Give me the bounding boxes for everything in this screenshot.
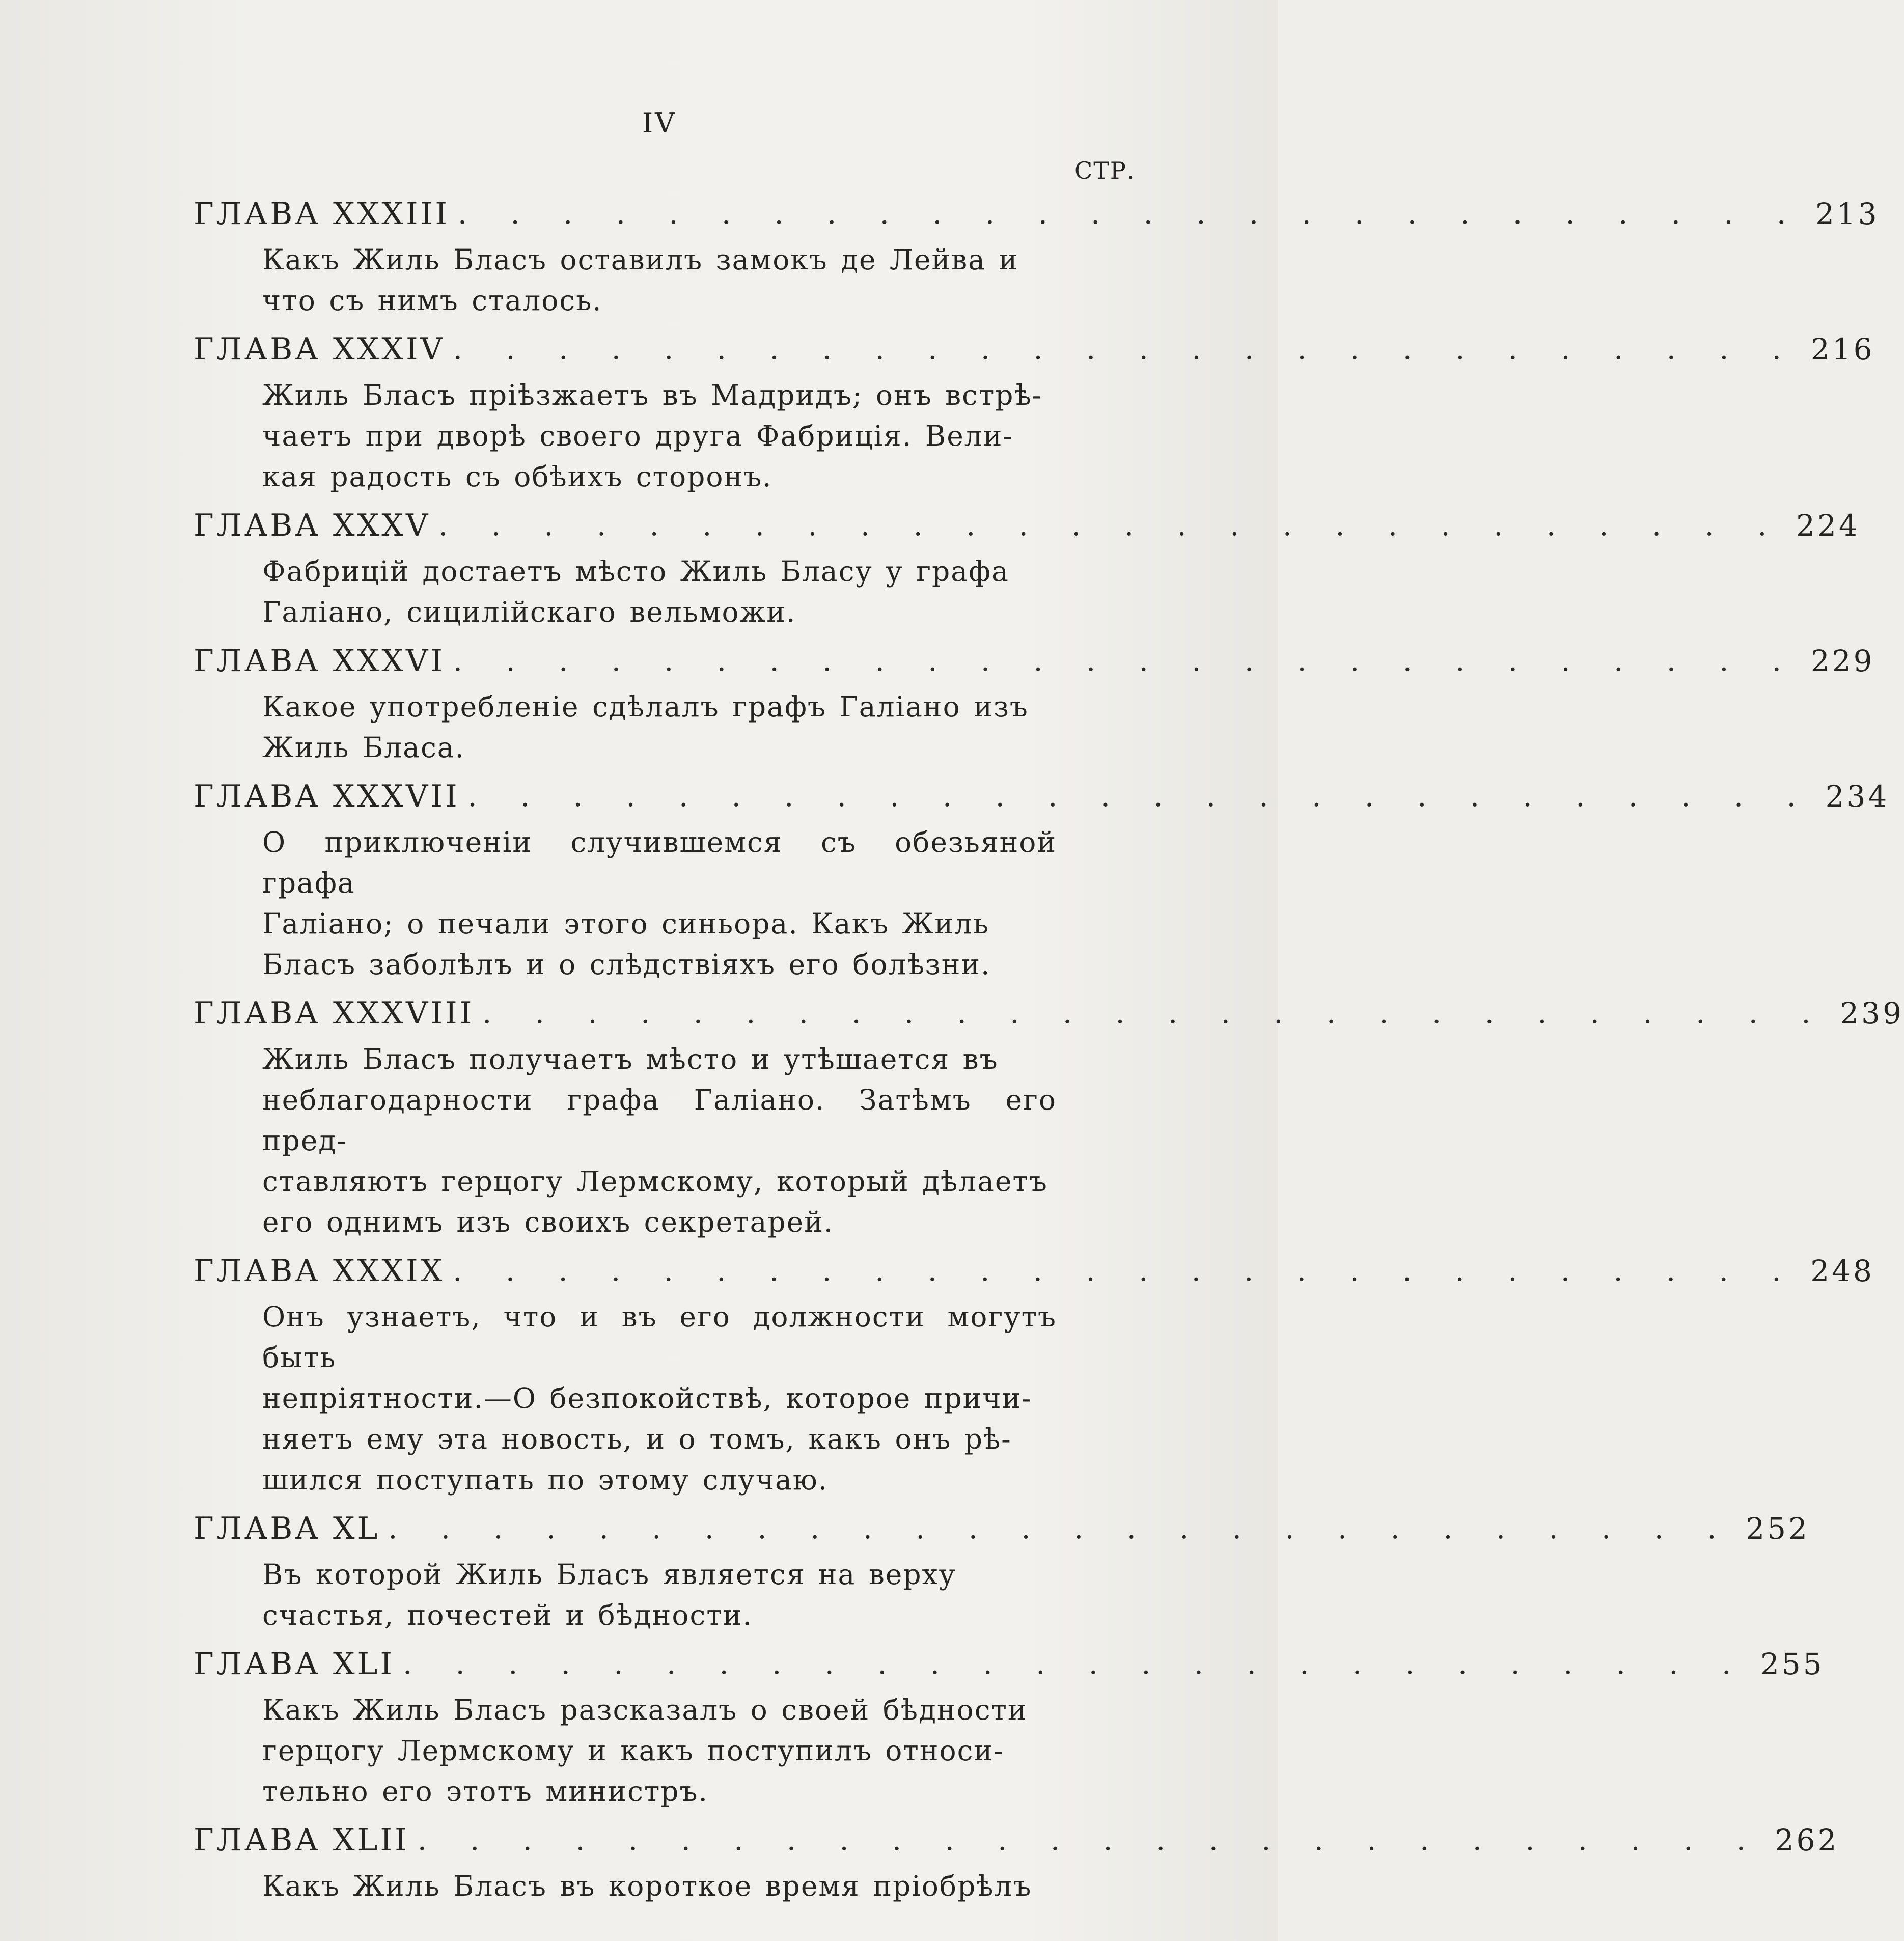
chapter-title: ГЛАВА XXXVII	[194, 779, 460, 814]
toc-entry	[194, 771, 1890, 988]
description-line: счастья, почестей и бѣдности.	[262, 1599, 753, 1631]
chapter-title: ГЛАВА XL	[194, 1511, 380, 1546]
chapter-heading	[194, 1639, 1825, 1689]
chapter-page-number: 229	[1810, 644, 1875, 678]
chapter-title: ГЛАВА XLII	[194, 1822, 409, 1858]
toc-entry	[194, 988, 1904, 1245]
chapter-description	[262, 551, 1057, 635]
description-line: Бласъ заболѣлъ и о слѣдствіяхъ его болѣзни.	[262, 948, 991, 981]
toc-entry	[194, 1503, 1810, 1639]
toc-entry	[194, 635, 1875, 771]
description-line: Жиль Бласа.	[262, 731, 465, 764]
chapter-description	[262, 239, 1057, 324]
chapter-heading	[194, 1245, 1874, 1296]
chapter-title: ГЛАВА XXXVI	[194, 643, 446, 679]
chapter-title: ГЛАВА XXXV	[194, 508, 431, 543]
chapter-page-number: 262	[1775, 1823, 1839, 1857]
description-line: шился поступать по этому случаю.	[262, 1463, 829, 1496]
description-line: Галіано; о печали этого синьора. Какъ Жиль	[262, 907, 989, 940]
chapter-heading	[194, 635, 1875, 686]
description-line: ставляютъ герцогу Лермскому, который дѣлаетъ	[262, 1165, 1048, 1198]
chapter-description	[262, 1296, 1057, 1503]
chapter-title: ГЛАВА XXXIII	[194, 196, 450, 232]
chapter-description	[262, 375, 1057, 500]
leader-dots: . . . . . . . . . . . . . . . . . . . . . . . . . .	[482, 996, 1828, 1030]
description-line: Фабрицій достаетъ мѣсто Жиль Бласу у графа	[262, 555, 1009, 588]
chapter-title: ГЛАВА XLI	[194, 1646, 395, 1682]
leader-dots: . . . . . . . . . . . . . . . . . . . . . . . . . .	[467, 780, 1813, 813]
chapter-page-number: 239	[1840, 996, 1904, 1031]
description-line: Какъ Жиль Бласъ разсказалъ о своей бѣдности	[262, 1694, 1028, 1726]
description-line: Жиль Бласъ пріѣзжаетъ въ Мадридъ; онъ встрѣ-	[262, 379, 1043, 411]
description-line: Онъ узнаетъ, что и въ его должности могутъ быть	[262, 1300, 1057, 1374]
description-line: кая радость съ обѣихъ сторонъ.	[262, 460, 772, 493]
chapter-title: ГЛАВА XXXIV	[194, 331, 446, 367]
description-line: его однимъ изъ своихъ секретарей.	[262, 1206, 834, 1238]
page-column-label: СТР.	[1074, 157, 1136, 184]
chapter-description	[262, 1689, 1057, 1815]
page-number: IV	[642, 107, 677, 139]
chapter-heading	[194, 988, 1904, 1039]
chapter-page-number: 234	[1825, 779, 1890, 814]
chapter-page-number: 252	[1746, 1511, 1810, 1546]
toc-entry	[194, 500, 1860, 635]
chapter-description	[262, 822, 1057, 988]
chapter-page-number: 224	[1796, 508, 1860, 543]
description-line: герцогу Лермскому и какъ поступилъ относи-	[262, 1734, 1004, 1767]
description-line: неблагодарности графа Галіано. Затѣмъ его пред-	[262, 1084, 1057, 1157]
chapter-page-number: 213	[1815, 197, 1880, 231]
chapter-title: ГЛАВА XXXIX	[194, 1253, 445, 1289]
chapter-description	[262, 686, 1057, 771]
chapter-description	[262, 1554, 1057, 1639]
toc-entry	[194, 188, 1880, 324]
chapter-heading	[194, 1503, 1810, 1554]
leader-dots: . . . . . . . . . . . . . . . . . . . . . . . . . .	[438, 509, 1784, 542]
description-line: Въ которой Жиль Бласъ является на верху	[262, 1558, 956, 1591]
description-line: Какъ Жиль Бласъ оставилъ замокъ де Лейва и	[262, 243, 1019, 276]
description-line: Какъ Жиль Бласъ въ короткое время пріобрѣлъ	[262, 1870, 1032, 1902]
chapter-title: ГЛАВА XXXVIII	[194, 995, 475, 1031]
chapter-heading	[194, 500, 1860, 551]
description-line: Галіано, сицилійскаго вельможи.	[262, 596, 796, 628]
toc-entry	[194, 1815, 1839, 1909]
chapter-description	[262, 1866, 1057, 1909]
leader-dots: . . . . . . . . . . . . . . . . . . . . . . . . . .	[458, 197, 1803, 231]
description-line: няетъ ему эта новость, и о томъ, какъ онъ рѣ-	[262, 1423, 1012, 1455]
chapter-heading	[194, 188, 1880, 239]
leader-dots: . . . . . . . . . . . . . . . . . . . . . . . . . .	[417, 1823, 1763, 1857]
table-of-contents	[194, 188, 1904, 1909]
toc-entry	[194, 1245, 1874, 1503]
chapter-description	[262, 1039, 1057, 1245]
chapter-page-number: 248	[1810, 1254, 1874, 1288]
description-line: Жиль Бласъ получаетъ мѣсто и утѣшается въ	[262, 1043, 999, 1075]
toc-entry	[194, 1639, 1825, 1815]
leader-dots: . . . . . . . . . . . . . . . . . . . . . . . . . .	[453, 1254, 1799, 1288]
leader-dots: . . . . . . . . . . . . . . . . . . . . . . . . . .	[403, 1647, 1748, 1681]
description-line: тельно его этотъ министръ.	[262, 1775, 708, 1808]
description-line: О приключеніи случившемся съ обезьяной графа	[262, 826, 1057, 899]
description-line: непріятности.—О безпокойствѣ, которое причи-	[262, 1382, 1032, 1415]
chapter-heading	[194, 324, 1875, 375]
description-line: Какое употребленіе сдѣлалъ графъ Галіано изъ	[262, 690, 1029, 723]
chapter-heading	[194, 1815, 1839, 1866]
description-line: чаетъ при дворѣ своего друга Фабриція. Вели-	[262, 420, 1013, 452]
chapter-page-number: 255	[1760, 1647, 1825, 1681]
leader-dots: . . . . . . . . . . . . . . . . . . . . . . . . . .	[453, 644, 1799, 678]
chapter-page-number: 216	[1810, 332, 1875, 367]
leader-dots: . . . . . . . . . . . . . . . . . . . . . . . . . .	[388, 1512, 1734, 1545]
chapter-heading	[194, 771, 1890, 822]
toc-entry	[194, 324, 1875, 500]
description-line: что съ нимъ сталось.	[262, 284, 602, 317]
leader-dots: . . . . . . . . . . . . . . . . . . . . . . . . . .	[453, 332, 1799, 366]
